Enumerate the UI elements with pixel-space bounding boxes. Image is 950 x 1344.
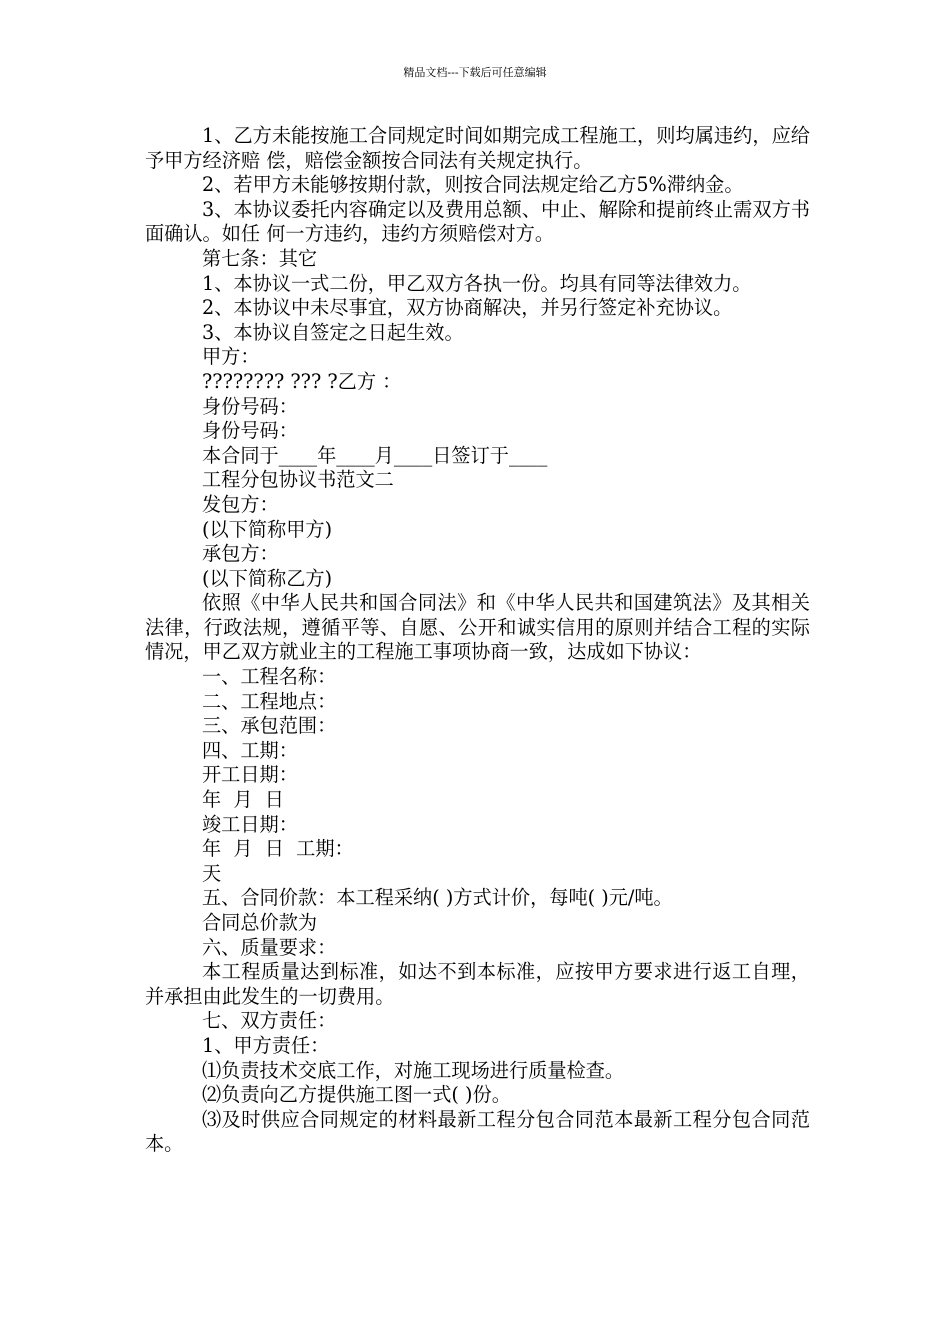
clause-item: 合同总价款为 xyxy=(202,911,318,934)
signing-date-line: 本合同于____年____月____日签订于____ xyxy=(202,443,548,467)
paragraph: 3、本协议自签定之日起生效。 xyxy=(202,320,464,344)
employer-label: 发包方： xyxy=(202,492,279,516)
employer-note: (以下简称甲方) xyxy=(202,517,333,541)
clause-item: 年 月 日 xyxy=(202,788,284,812)
clause-item: 开工日期： xyxy=(202,763,298,787)
party-b-label: ???????? ??? ?乙方 ： xyxy=(202,369,402,393)
clause-item: 四、工期： xyxy=(202,738,298,762)
paragraph: 本工程质量达到标准，如达不到本标准，应按甲方要求进行返工自理，并承担由此发生的一切费用。 xyxy=(145,960,810,1008)
id-number-label: 身份号码： xyxy=(202,419,298,443)
document-title: 工程分包协议书范文二 xyxy=(202,468,394,492)
paragraph: 2、若甲方未能够按期付款，则按合同法规定给乙方5%滞纳金。 xyxy=(202,173,744,197)
clause-item: 二、工程地点： xyxy=(202,689,337,713)
clause-item: ⑵负责向乙方提供施工图一式( )份。 xyxy=(202,1083,511,1107)
clause-item: 三、承包范围： xyxy=(202,714,337,738)
party-a-label: 甲方： xyxy=(202,345,260,369)
clause-item: 竣工日期： xyxy=(202,812,298,836)
page-header: 精品文档---下载后可任意编辑 xyxy=(403,66,547,79)
paragraph: 3、本协议委托内容确定以及费用总额、中止、解除和提前终止需双方书面确认。如任 何一方违约，违约方须赔偿对方。 xyxy=(145,197,810,246)
paragraph: 2、本协议中未尽事宜，双方协商解决，并另行签定补充协议。 xyxy=(202,296,733,320)
clause-item: 七、双方责任： xyxy=(202,1009,337,1033)
paragraph: 依照《中华人民共和国合同法》和《中华人民共和国建筑法》及其相关法律，行政法规，遵循平等、自愿、公开和诚实信用的原则并结合工程的实际情况，甲乙双方就业主的工程施工事项协商一致，达成如下协议： xyxy=(145,591,810,664)
clause-item: 1、甲方责任： xyxy=(202,1033,330,1057)
paragraph: 1、乙方未能按施工合同规定时间如期完成工程施工，则均属违约，应给予甲方经济赔 偿，赔偿金额按合同法有关规定执行。 xyxy=(145,124,810,172)
clause-item: 天 xyxy=(202,861,222,885)
section-heading: 第七条：其它 xyxy=(202,246,318,270)
paragraph: ⑶及时供应合同规定的材料最新工程分包合同范本最新工程分包合同范本。 xyxy=(145,1107,810,1156)
clause-item: ⑴负责技术交底工作，对施工现场进行质量检查。 xyxy=(202,1058,625,1082)
clause-item: 五、合同价款：本工程采纳( )方式计价，每吨( )元/吨。 xyxy=(202,886,673,910)
document-body xyxy=(145,124,810,1157)
contractor-label: 承包方： xyxy=(202,542,279,566)
clause-item: 六、质量要求： xyxy=(202,935,337,959)
contractor-note: (以下简称乙方) xyxy=(202,566,333,590)
clause-item: 一、工程名称： xyxy=(202,665,337,689)
paragraph: 1、本协议一式二份，甲乙双方各执一份。均具有同等法律效力。 xyxy=(202,271,752,295)
clause-item: 年 月 日 工期： xyxy=(202,837,354,861)
id-number-label: 身份号码： xyxy=(202,394,298,418)
